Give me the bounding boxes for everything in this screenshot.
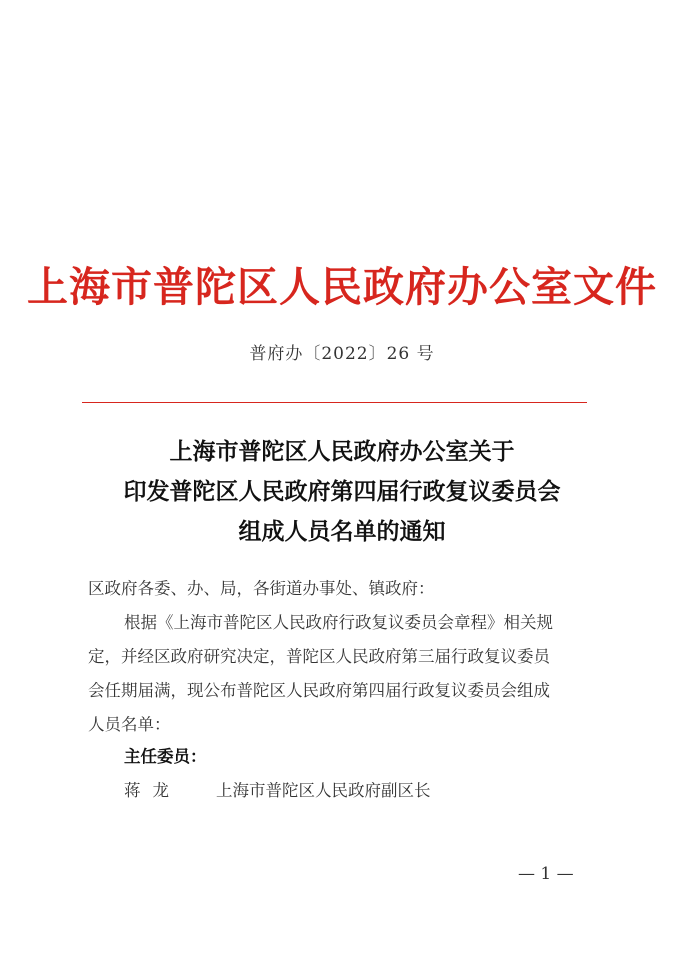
paragraph-line-2: 定，并经区政府研究决定，普陀区人民政府第三届行政复议委员 <box>88 647 550 666</box>
member-position: 上海市普陀区人民政府副区长 <box>216 781 431 800</box>
member-row <box>124 774 431 808</box>
red-divider-line <box>82 402 587 403</box>
document-number: 普府办〔2022〕26 号 <box>249 344 435 364</box>
page-number: — 1 — <box>518 864 574 884</box>
paragraph-line-3: 会任期届满，现公布普陀区人民政府第四届行政复议委员会组成 <box>88 681 550 700</box>
issuer-header: 上海市普陀区人民政府办公室文件 <box>27 263 657 311</box>
section-heading-director: 主任委员： <box>124 747 207 766</box>
addressee-line: 区政府各委、办、局，各街道办事处、镇政府： <box>88 579 435 598</box>
member-name: 蒋龙 <box>124 781 181 800</box>
title-line-2: 印发普陀区人民政府第四届行政复议委员会 <box>123 478 561 505</box>
title-line-1: 上海市普陀区人民政府办公室关于 <box>169 438 515 465</box>
title-line-3: 组成人员名单的通知 <box>238 518 446 545</box>
document-title <box>0 432 684 552</box>
paragraph-line-1: 根据《上海市普陀区人民政府行政复议委员会章程》相关规 <box>124 613 553 632</box>
paragraph-line-4: 人员名单： <box>88 715 171 734</box>
